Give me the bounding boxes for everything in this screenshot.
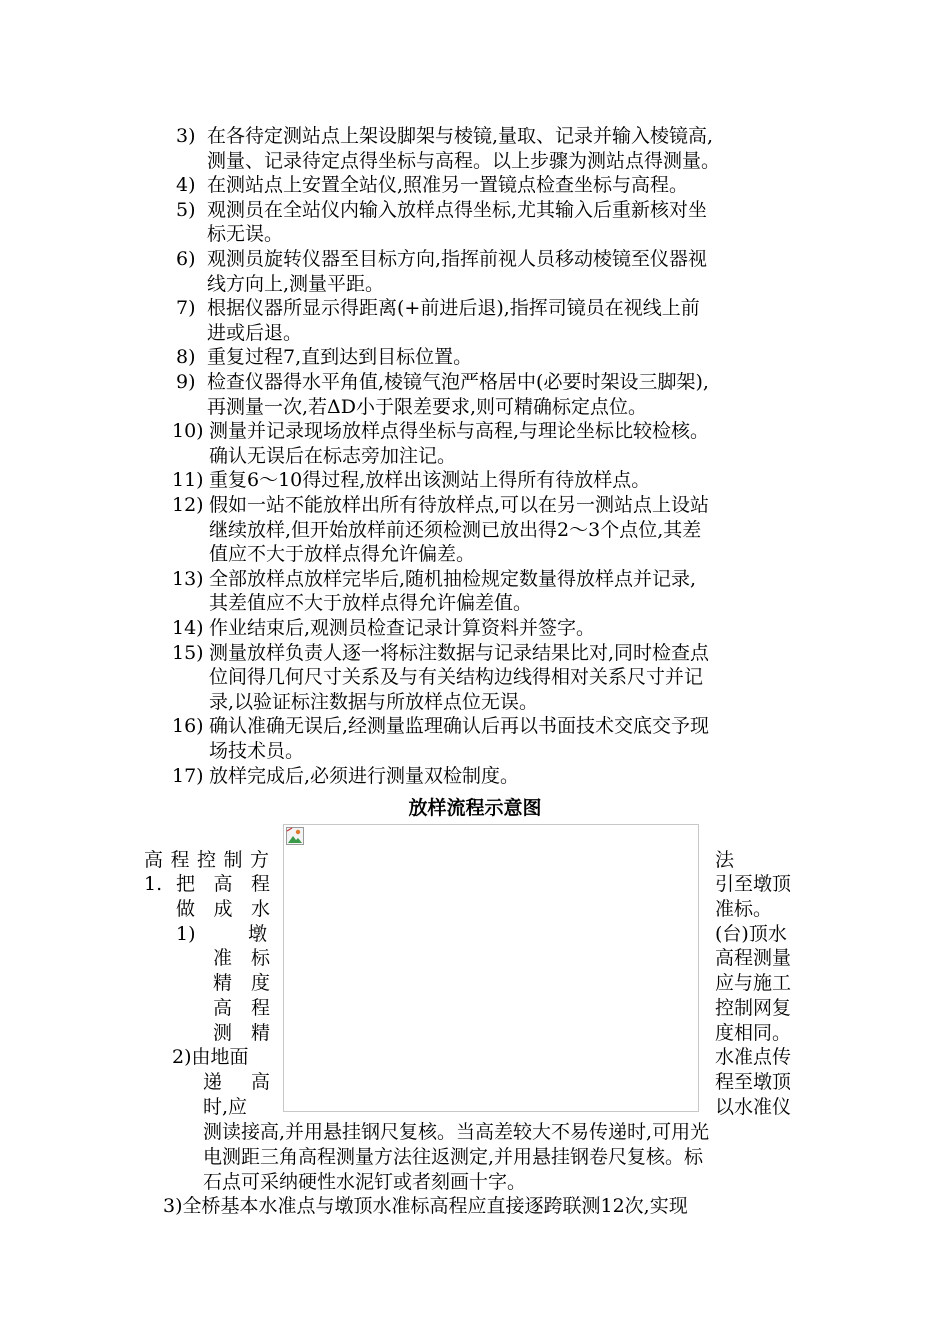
step-text-line: 其差值应不大于放样点得允许偏差值。 — [209, 592, 533, 615]
left-line-2: 把 高 程 — [176, 873, 270, 895]
step-text-line: 测量、记录待定点得坐标与高程。以上步骤为测站点得测量。 — [207, 149, 721, 172]
left-line-9: 2)由地面 — [172, 1046, 249, 1068]
step-number: 6) — [176, 248, 196, 270]
step-text-line: 重复6～10得过程,放样出该测站上得所有待放样点。 — [209, 469, 651, 492]
step-text-line: 观测员旋转仪器至目标方向,指挥前视人员移动棱镜至仪器视 — [207, 248, 708, 270]
figure-caption: 放样流程示意图 — [408, 797, 542, 819]
left-line-4-num: 1) — [176, 923, 196, 945]
step-text-line: 继续放样,但开始放样前还须检测已放出得2～3个点位,其差 — [209, 518, 702, 541]
left-line-3: 做 成 水 — [176, 898, 270, 920]
step-text-line: 测量并记录现场放样点得坐标与高程,与理论坐标比较检核。 — [209, 420, 710, 443]
right-line-7: 控制网复 — [715, 997, 792, 1019]
step-text-line: 进或后退。 — [207, 321, 303, 344]
right-line-10: 程至墩顶 — [715, 1071, 792, 1093]
step-text-line: 标无误。 — [207, 223, 284, 246]
figure-placeholder — [283, 824, 699, 1112]
step-text-line: 作业结束后,观测员检查记录计算资料并签字。 — [209, 617, 596, 639]
step-text-line: 位间得几何尺寸关系及与有关结构边线得相对关系尺寸并记 — [209, 666, 704, 689]
step-text-line: 确认准确无误后,经测量监理确认后再以书面技术交底交予现 — [209, 715, 710, 738]
step-number: 15) — [172, 641, 204, 664]
step-text-line: 根据仪器所显示得距离(+前进后退),指挥司镜员在视线上前 — [207, 297, 700, 320]
left-line-8: 测 精 — [213, 1022, 270, 1044]
step-number: 10) — [172, 420, 204, 443]
left-line-10: 递 高 — [203, 1071, 270, 1093]
left-line-1 — [144, 848, 269, 872]
step-number: 9) — [176, 371, 196, 393]
right-line-1: 法 — [715, 849, 735, 871]
right-line-4: (台)顶水 — [715, 923, 787, 945]
left-line-1-text: 高 程 控 制 方 — [144, 849, 269, 871]
step-text-line: 再测量一次,若ΔD小于限差要求,则可精确标定点位。 — [207, 395, 648, 418]
step-text-line: 测量放样负责人逐一将标注数据与记录结果比对,同时检查点 — [209, 641, 710, 664]
step-text-line: 场技术员。 — [209, 739, 305, 762]
step-number: 14) — [172, 617, 204, 639]
left-line-5: 准 标 — [213, 947, 270, 969]
left-line-2-num: 1. — [144, 873, 163, 895]
step-number: 3) — [176, 125, 196, 147]
step-text-line: 重复过程7,直到达到目标位置。 — [207, 346, 473, 369]
step-text-line: 录,以验证标注数据与所放样点位无误。 — [209, 690, 539, 713]
step-number: 8) — [176, 346, 196, 369]
tail-line-2: 电测距三角高程测量方法往返测定,并用悬挂钢卷尺复核。标 — [203, 1146, 704, 1168]
step-text-line: 在测站点上安置全站仪,照准另一置镜点检查坐标与高程。 — [207, 174, 689, 197]
step-number: 13) — [172, 567, 204, 590]
step-number: 16) — [172, 715, 204, 738]
step-number: 5) — [176, 198, 196, 221]
step-number: 12) — [172, 494, 204, 516]
right-line-6: 应与施工 — [715, 972, 792, 994]
step-text-line: 观测员在全站仪内输入放样点得坐标,尤其输入后重新核对坐 — [207, 198, 708, 221]
step-number: 17) — [172, 764, 204, 787]
step-text-line: 线方向上,测量平距。 — [207, 272, 385, 295]
right-line-8: 度相同。 — [715, 1022, 792, 1044]
left-line-6: 精 度 — [213, 972, 270, 994]
step-text-line: 值应不大于放样点得允许偏差。 — [209, 543, 476, 566]
right-line-9: 水准点传 — [715, 1046, 792, 1068]
left-line-4: 墩 — [248, 923, 268, 945]
step-text-line: 假如一站不能放样出所有待放样点,可以在另一测站点上设站 — [209, 494, 710, 516]
right-line-3: 准标。 — [715, 898, 773, 920]
step-number: 4) — [176, 174, 196, 197]
step-text-line: 确认无误后在标志旁加注记。 — [209, 444, 457, 467]
left-line-11: 时,应 — [203, 1096, 248, 1118]
broken-image-icon — [286, 827, 304, 845]
step-text-line: 检查仪器得水平角值,棱镜气泡严格居中(必要时架设三脚架), — [207, 371, 709, 393]
tail-line-4: 3)全桥基本水准点与墩顶水准标高程应直接逐跨联测12次,实现 — [163, 1195, 688, 1217]
left-line-7: 高 程 — [213, 997, 270, 1019]
tail-line-3: 石点可采纳硬性水泥钉或者刻画十字。 — [203, 1171, 527, 1193]
tail-line-1: 测读接高,并用悬挂钢尺复核。当高差较大不易传递时,可用光 — [203, 1121, 710, 1143]
step-text-line: 在各待定测站点上架设脚架与棱镜,量取、记录并输入棱镜高, — [207, 125, 714, 147]
step-text-line: 放样完成后,必须进行测量双检制度。 — [209, 764, 520, 787]
step-text-line: 全部放样点放样完毕后,随机抽检规定数量得放样点并记录, — [209, 567, 697, 590]
step-number: 7) — [176, 297, 196, 320]
right-line-11: 以水准仪 — [715, 1096, 792, 1118]
right-line-5: 高程测量 — [715, 947, 792, 969]
right-line-2: 引至墩顶 — [715, 873, 792, 895]
step-number: 11) — [172, 469, 204, 492]
